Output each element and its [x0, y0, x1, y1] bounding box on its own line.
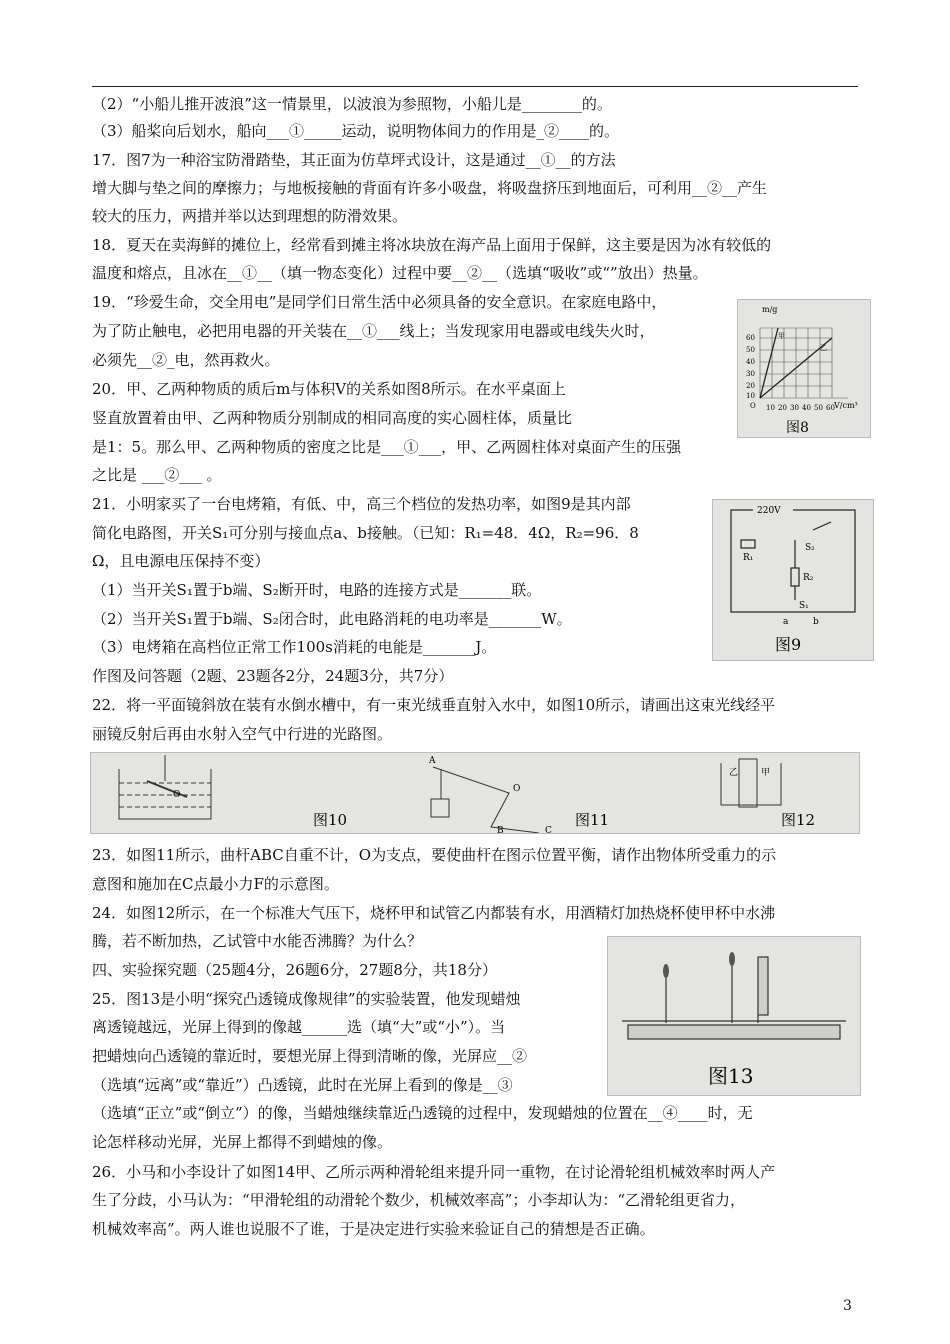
text-line: 丽镜反射后再由水射入空气中行进的光路图。: [92, 725, 393, 743]
text-line: 20．甲、乙两种物质的质后m与体积V的关系如图8所示。在水平桌面上: [92, 380, 566, 398]
circuit-label: S₁: [799, 601, 809, 611]
figure-8-graph: [738, 300, 870, 437]
y-tick: 30: [746, 370, 755, 378]
voltage-label: 220V: [757, 506, 781, 516]
figure-13: [607, 936, 861, 1096]
x-axis-label: V/cm³: [834, 401, 858, 410]
figure-10-12-drawings: [91, 753, 859, 833]
text-line: 必须先__②_电，然再救火。: [92, 351, 280, 369]
text-line: 生了分歧，小马认为：“甲滑轮组的动滑轮个数少，机械效率高”；小李却认为：“乙滑轮组更省力，: [92, 1191, 746, 1209]
text-line: 竖直放置着由甲、乙两种物质分别制成的相同高度的实心圆柱体，质量比: [92, 409, 573, 427]
figure-caption: 图8: [786, 420, 809, 436]
text-line: 机械效率高”。两人谁也说服不了谁，于是决定进行实验来验证自己的猜想是否正确。: [92, 1220, 655, 1238]
x-tick: 20: [778, 404, 787, 412]
text-line: 25．图13是小明“探究凸透镜成像规律”的实验装置，他发现蜡烛: [92, 990, 521, 1008]
text-line: 温度和熔点，且冰在__①__（填一物态变化）过程中要__②__（选填“吸收”或“”放出）热量。: [92, 264, 708, 282]
text-line: 17．图7为一种浴宝防滑踏垫，其正面为仿草坪式设计，这是通过__①__的方法: [92, 151, 616, 169]
fig12-label: 乙: [729, 768, 739, 778]
origin-label: O: [750, 402, 756, 410]
circuit-label: R₁: [743, 553, 754, 563]
x-tick: 60: [826, 404, 835, 412]
figure-9-circuit: [713, 500, 873, 660]
text-line: （3）船桨向后划水，船向___①_____运动，说明物体间力的作用是_②____的。: [92, 122, 620, 140]
text-line: 23．如图11所示，曲杆ABC自重不计，O为支点，要使曲杆在图示位置平衡，请作出物体所受重力的示: [92, 846, 777, 864]
text-line: 腾，若不断加热，乙试管中水能否沸腾？为什么？: [92, 932, 423, 950]
text-line: （选填“正立”或“倒立”）的像，当蜡烛继续靠近凸透镜的过程中，发现蜡烛的位置在__④____时，无: [92, 1104, 753, 1122]
text-line: 把蜡烛向凸透镜的靠近时，要想光屏上得到清晰的像，光屏应__②: [92, 1047, 528, 1065]
y-tick: 20: [746, 382, 755, 390]
text-line: 意图和施加在C点最小力F的示意图。: [92, 875, 339, 893]
x-tick: 10: [766, 404, 775, 412]
x-tick: 30: [790, 404, 799, 412]
fig11-label: A: [429, 756, 436, 766]
text-line: Ω，且电源电压保持不变）: [92, 552, 270, 570]
text-line: （1）当开关S₁置于b端、S₂断开时，电路的连接方式是_______联。: [92, 581, 542, 599]
text-line: 四、实验探究题（25题4分，26题6分，27题8分，共18分）: [92, 961, 497, 979]
circuit-label: a: [783, 617, 789, 627]
x-tick: 50: [814, 404, 823, 412]
fig11-label: B: [497, 826, 504, 833]
text-line: （2）“小船儿推开波浪”这一情景里，以波浪为参照物，小船儿是________的。: [92, 95, 612, 113]
circuit-label: R₂: [803, 573, 814, 583]
text-line: 离透镜越远，光屏上得到的像越______选（填“大”或“小”）。当: [92, 1018, 506, 1036]
fig11-label: C: [545, 826, 552, 833]
text-line: 21．小明家买了一台电烤箱，有低、中，高三个档位的发热功率，如图9是其内部: [92, 495, 631, 513]
figure-8: [737, 299, 871, 438]
y-axis-label: m/g: [762, 305, 778, 314]
header-rule: [92, 86, 858, 87]
text-line: 24．如图12所示，在一个标准大气压下，烧杯甲和试管乙内都装有水，用酒精灯加热烧杯使甲杯中水沸: [92, 904, 776, 922]
text-line: 作图及问答题（2题、23题各2分，24题3分，共7分）: [92, 667, 454, 685]
x-tick: 40: [802, 404, 811, 412]
text-line: 简化电路图，开关S₁可分别与接血点a、b接触。（已知：R₁=48．4Ω，R₂=96．8: [92, 524, 639, 542]
text-line: （3）电烤箱在高档位正常工作100s消耗的电能是_______J。: [92, 638, 497, 656]
text-line: 19．“珍爱生命，交全用电”是同学们日常生活中必须具备的安全意识。在家庭电路中，: [92, 293, 667, 311]
y-tick: 40: [746, 358, 755, 366]
text-line: 增大脚与垫之间的摩擦力；与地板接触的背面有许多小吸盘，将吸盘挤压到地面后，可利用__②__产生: [92, 179, 768, 197]
circuit-label: b: [813, 617, 819, 627]
figure-caption: 图12: [781, 811, 816, 829]
figure-caption: 图10: [313, 811, 348, 829]
text-line: （选填“远离”或“靠近”）凸透镜，此时在光屏上看到的像是__③: [92, 1076, 513, 1094]
text-line: 较大的压力，两措并举以达到理想的防滑效果。: [92, 207, 408, 225]
text-line: （2）当开关S₁置于b端、S₂闭合时，此电路消耗的电功率是_______W。: [92, 610, 572, 628]
text-line: 26．小马和小李设计了如图14甲、乙所示两种滑轮组来提升同一重物，在讨论滑轮组机械效率时两人产: [92, 1163, 776, 1181]
figures-10-11-12: [90, 752, 860, 834]
figure-caption: 图13: [708, 1064, 754, 1088]
candle-flame: [663, 964, 669, 978]
y-tick: 50: [746, 346, 755, 354]
lens-top: [729, 952, 735, 966]
text-line: 22．将一平面镜斜放在装有水倒水槽中，有一束光绒垂直射入水中，如图10所示，请画出这束光线经平: [92, 696, 776, 714]
figure-13-bench: [608, 937, 860, 1095]
series-label: 乙: [820, 344, 827, 352]
fig11-label: O: [513, 784, 521, 794]
circuit-label: S₂: [805, 543, 815, 553]
figure-caption: 图9: [775, 635, 802, 654]
y-tick: 60: [746, 334, 755, 342]
y-tick: 10: [746, 392, 755, 400]
text-line: 为了防止触电，必把用电器的开关装在__①___线上；当发现家用电器或电线失火时，: [92, 322, 655, 340]
series-label: 甲: [778, 332, 785, 340]
fig12-label: 甲: [761, 768, 771, 778]
text-line: 18．夏天在卖海鲜的摊位上，经常看到摊主将冰块放在海产品上面用于保鲜，这主要是因为冰有较低的: [92, 236, 772, 254]
text-line: 之比是 ___②___ 。: [92, 466, 222, 484]
fig10-label: O: [173, 790, 181, 800]
figure-caption: 图11: [575, 811, 610, 829]
page-number: 3: [843, 1298, 852, 1314]
figure-9: [712, 499, 874, 661]
text-line: 是1：5。那么甲、乙两种物质的密度之比是___①___，甲、乙两圆柱体对桌面产生的压强: [92, 438, 682, 456]
text-line: 论怎样移动光屏，光屏上都得不到蜡烛的像。: [92, 1133, 393, 1151]
